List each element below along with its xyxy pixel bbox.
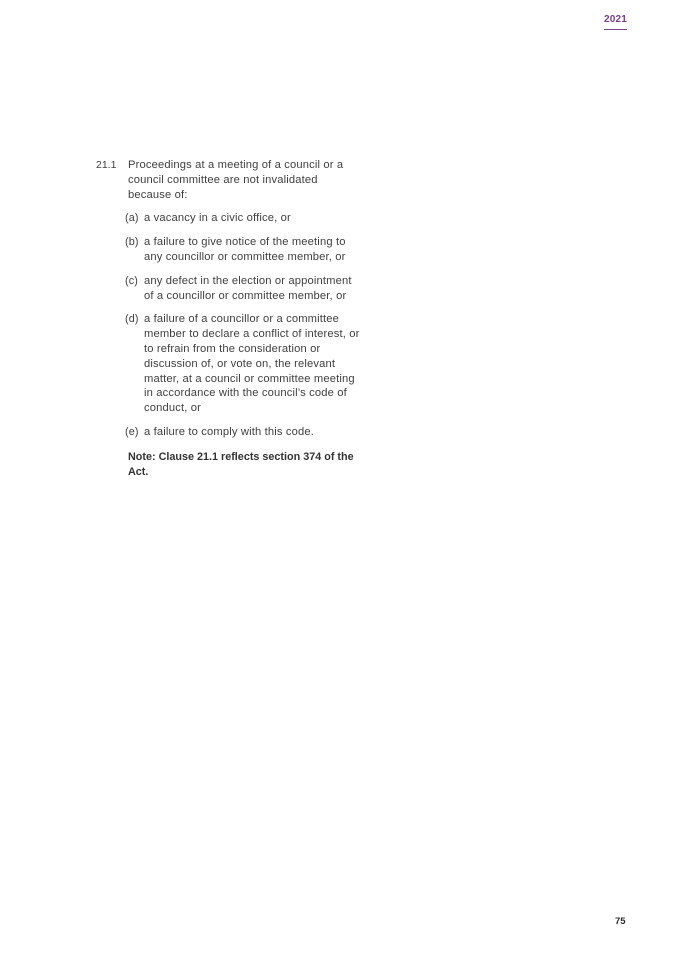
clause-note: Note: Clause 21.1 reflects section 374 of the Act.: [128, 450, 354, 478]
list-item: [125, 274, 361, 304]
item-label: (a): [125, 212, 139, 225]
list-item: [125, 211, 361, 226]
clause-number: 21.1: [96, 159, 117, 171]
page-number: 75: [615, 916, 626, 927]
item-label: (e): [125, 425, 139, 438]
item-text: a vacancy in a civic office, or: [144, 212, 291, 225]
year-underline: [604, 29, 627, 30]
clause-text: Proceedings at a meeting of a council or a council committee are not invalidated because of:: [128, 159, 344, 201]
item-text: a failure to comply with this code.: [144, 425, 315, 438]
item-text: a failure of a councillor or a committee member to declare a conflict of interest, or to refrain from the consideration or discussion of, or vote on, the relevant matter, at a council or committee meeting in accordance with the council’s code of conduct, or: [144, 313, 360, 415]
item-text: any defect in the election or appointment of a councillor or committee member, or: [144, 274, 352, 302]
clause-heading: [96, 158, 361, 202]
item-label: (c): [125, 274, 139, 287]
list-item: [125, 235, 361, 265]
item-label: (d): [125, 313, 139, 326]
item-text: a failure to give notice of the meeting to any councillor or committee member, or: [144, 236, 346, 263]
list-item: [125, 425, 361, 440]
year-label: 2021: [604, 14, 628, 25]
clause-21-1: [96, 158, 361, 479]
clause-items-list: [125, 211, 361, 439]
item-label: (b): [125, 236, 139, 249]
list-item: [125, 312, 361, 416]
